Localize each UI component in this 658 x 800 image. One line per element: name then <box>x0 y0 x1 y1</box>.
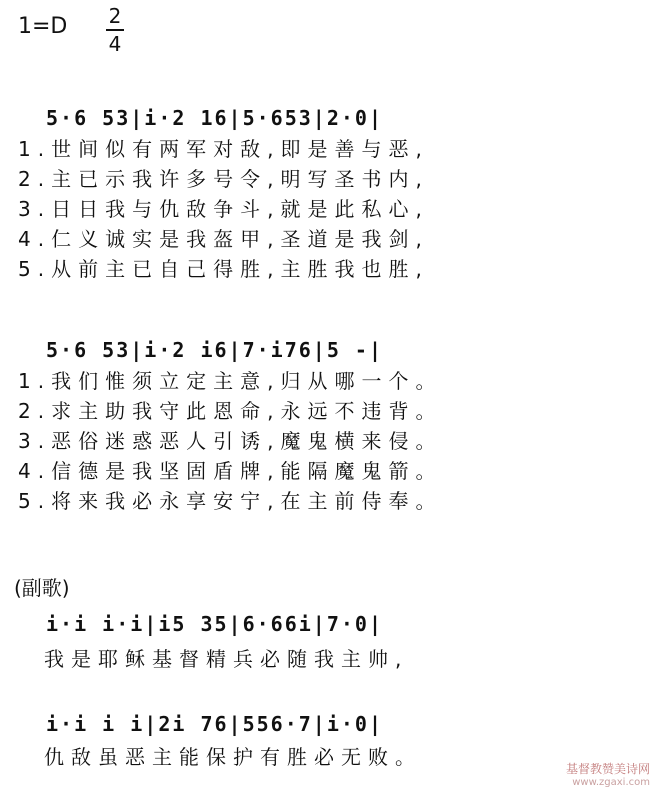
chorus-notes-2: i·i i i|2i 76|556·7|i·0| <box>46 712 383 736</box>
verse2-lyrics <box>18 366 442 516</box>
verse2-lyric-line: 4.信德是我坚固盾牌,能隔魔鬼箭。 <box>18 459 443 483</box>
verse2-lyric-line: 3.恶俗迷惑恶人引诱,魔鬼横来侵。 <box>18 429 443 453</box>
verse1-lyrics <box>18 134 429 284</box>
chorus-lyric-2: 仇敌虽恶主能保护有胜必无败。 <box>44 745 422 769</box>
time-signature <box>106 4 124 56</box>
verse1-notes: 5·6 53|i·2 16|5·653|2·0| <box>46 106 383 130</box>
time-signature-bar <box>106 29 124 31</box>
watermark-url: www.zgaxi.com <box>572 777 650 788</box>
chorus-label: (副歌) <box>14 576 70 600</box>
verse1-lyric-line: 1.世间似有两军对敌,即是善与恶, <box>18 137 429 161</box>
time-signature-bottom: 4 <box>108 32 122 56</box>
verse1-lyric-line: 3.日日我与仇敌争斗,就是此私心, <box>18 197 429 221</box>
chorus-notes-1: i·i i·i|i5 35|6·66i|7·0| <box>46 612 383 636</box>
verse1-lyric-line: 5.从前主已自己得胜,主胜我也胜, <box>18 257 429 281</box>
verse2-lyric-line: 5.将来我必永享安宁,在主前侍奉。 <box>18 489 443 513</box>
verse2-notes: 5·6 53|i·2 i6|7·i76|5 -| <box>46 338 383 362</box>
time-signature-top: 2 <box>108 4 122 28</box>
watermark <box>566 760 650 788</box>
key-signature: 1=D <box>18 14 68 39</box>
watermark-site-name: 基督教赞美诗网 <box>565 762 650 776</box>
verse2-lyric-line: 1.我们惟须立定主意,归从哪一个。 <box>18 369 443 393</box>
chorus-lyric-1: 我是耶稣基督精兵必随我主帅, <box>44 647 409 671</box>
verse1-lyric-line: 2.主已示我许多号令,明写圣书内, <box>18 167 429 191</box>
verse2-lyric-line: 2.求主助我守此恩命,永远不违背。 <box>18 399 443 423</box>
verse1-lyric-line: 4.仁义诚实是我盔甲,圣道是我剑, <box>18 227 429 251</box>
